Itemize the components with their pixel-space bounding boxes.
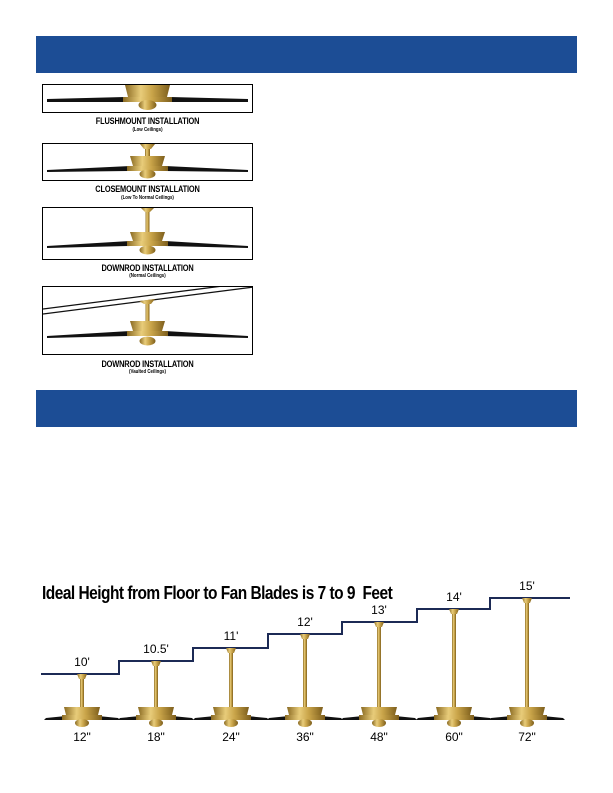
downrod-normal-diagram	[42, 207, 253, 260]
fan-canopy	[374, 622, 384, 627]
downrod-vaulted-diagram	[42, 286, 253, 355]
installation-subtitle: (Normal Ceilings)	[129, 273, 166, 279]
downrod-length-label: 72"	[518, 730, 536, 744]
fan-canopy	[226, 648, 236, 653]
fan-motor	[361, 707, 397, 715]
fan-light-cap	[149, 719, 163, 727]
fan-downrod	[229, 653, 233, 707]
flushmount-diagram	[42, 84, 253, 113]
fan-canopy	[151, 661, 161, 666]
installation-title: DOWNROD INSTALLATION	[101, 263, 194, 274]
fan-canopy	[77, 674, 87, 679]
fan-canopy	[449, 609, 459, 614]
fan-downrod	[525, 603, 529, 707]
fan-light-cap	[520, 719, 534, 727]
fan-downrod	[80, 679, 84, 707]
installation-subtitle: (Low Ceilings)	[132, 127, 163, 133]
height-graphic-title: Ideal Height from Floor to Fan Blades is 7 to 9 Feet	[42, 583, 393, 603]
fan-motor	[509, 707, 545, 715]
fan-downrod	[154, 666, 158, 707]
fan-downrod	[377, 627, 381, 707]
fan-motor	[287, 707, 323, 715]
installation-title: FLUSHMOUNT INSTALLATION	[95, 116, 200, 127]
fan-motor	[436, 707, 472, 715]
downrod-length-label: 18"	[147, 730, 165, 744]
fan-motor	[138, 707, 174, 715]
ceiling-height-label: 14'	[446, 590, 462, 604]
fan-canopy	[300, 634, 310, 639]
downrod-length-label: 48"	[370, 730, 388, 744]
fan-light-cap	[298, 719, 312, 727]
installation-title: CLOSEMOUNT INSTALLATION	[95, 184, 200, 195]
fan-light-cap	[224, 719, 238, 727]
installation-title: DOWNROD INSTALLATION	[101, 359, 194, 370]
ceiling-height-label: 13'	[371, 603, 387, 617]
fan-canopy	[522, 598, 532, 603]
ceiling-height-label: 10'	[74, 655, 90, 669]
fan-light-cap	[75, 719, 89, 727]
ceiling-height-label: 15'	[519, 579, 535, 593]
downrod-length-label: 60"	[445, 730, 463, 744]
downrod-length-label: 24"	[222, 730, 240, 744]
ceiling-height-label: 11'	[223, 629, 239, 643]
installation-subtitle: (Low To Normal Ceilings)	[121, 195, 174, 201]
ceiling-height-label: 12'	[297, 615, 313, 629]
section-header-banner-bottom	[36, 390, 577, 427]
fan-motor	[64, 707, 100, 715]
downrod-length-label: 12"	[73, 730, 91, 744]
closemount-diagram	[42, 143, 253, 181]
ceiling-height-label: 10.5'	[143, 642, 169, 656]
fan-downrod	[303, 639, 307, 707]
fan-light-cap	[447, 719, 461, 727]
fan-motor	[213, 707, 249, 715]
fan-light-cap	[372, 719, 386, 727]
downrod-length-label: 36"	[296, 730, 314, 744]
section-header-banner-top	[36, 36, 577, 73]
installation-subtitle: (Vaulted Ceilings)	[129, 369, 166, 375]
fan-downrod	[452, 614, 456, 707]
